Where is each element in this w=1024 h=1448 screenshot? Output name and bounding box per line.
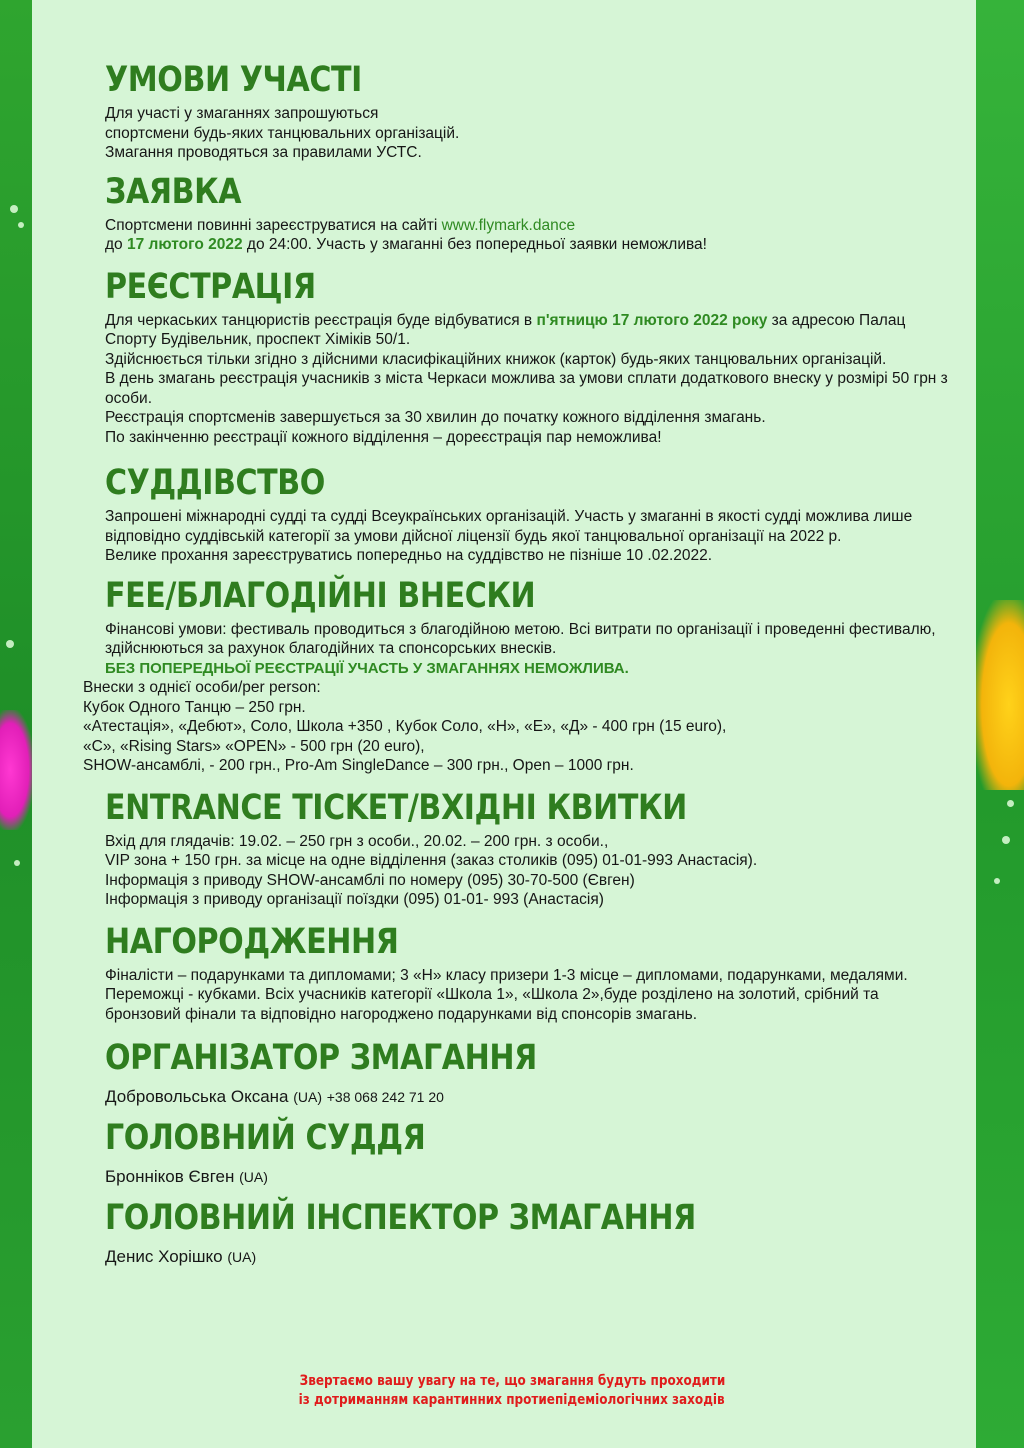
organizer-heading: ОРГАНІЗАТОР ЗМАГАННЯ (105, 1038, 537, 1078)
application-deadline: 17 лютого 2022 (126, 236, 243, 253)
chief-inspector-country: (UA) (227, 1249, 257, 1265)
bubble-decoration (1007, 800, 1014, 807)
chief-judge-name: Бронніков Євген (105, 1167, 235, 1186)
chief-judge-heading: ГОЛОВНИЙ СУДДЯ (105, 1118, 426, 1158)
chief-judge-country: (UA) (239, 1169, 268, 1185)
judging-paragraph: Запрошені міжнародні судді та судді Всеукраїнських організацій. Участь у змаганні в якості судді можлива лише відповідно суддівській категорії за умови дійсної ліцензії будь якої танцювальної організації на 2022 р. (105, 508, 913, 545)
awards-heading: НАГОРОДЖЕННЯ (105, 921, 399, 962)
registration-paragraph: Реєстрація спортсменів завершується за 30 хвилин до початку кожного відділення змагань. (105, 409, 766, 426)
registration-paragraph: В день змагань реєстрація учасників з міста Черкаси можлива за умови сплати додаткового внеску у розмірі 50 грн з особи. (105, 370, 948, 407)
fee-item: «Атестація», «Дебют», Соло, Школа +350 , Кубок Соло, «Н», «Е», «Д» - 400 грн (15 euro), (83, 718, 727, 735)
ticket-line: Вхід для глядачів: 19.02. – 250 грн з особи., 20.02. – 200 грн. з особи., (105, 832, 609, 850)
tickets-section (105, 788, 955, 910)
registration-text: за адресою Палац Спорту Будівельник, проспект Хіміків 50/1. (105, 311, 906, 348)
document-body (83, 60, 955, 1268)
registration-heading: РЕЄСТРАЦІЯ (105, 266, 316, 307)
organizer-phone: +38 068 242 71 20 (326, 1089, 444, 1105)
application-heading: ЗАЯВКА (105, 171, 242, 212)
bubble-decoration (18, 222, 24, 228)
chief-judge-contact (105, 1166, 955, 1188)
application-line-1 (105, 216, 955, 236)
organizer-name: Добровольська Оксана (105, 1087, 289, 1106)
conditions-line: Змагання проводяться за правилами УСТС. (105, 144, 422, 161)
chief-judge-section (105, 1118, 955, 1188)
judging-heading: СУДДІВСТВО (105, 463, 325, 503)
registration-text: Для черкаських танцюристів реєстрація буде відбуватися в (105, 311, 537, 329)
yellow-paint-splash (974, 600, 1024, 790)
fees-warning: БЕЗ ПОПЕРЕДНЬОЇ РЕЄСТРАЦІЇ УЧАСТЬ У ЗМАГАННЯХ НЕМОЖЛИВА. (105, 659, 629, 677)
bubble-decoration (994, 878, 1000, 884)
chief-inspector-name: Денис Хорішко (105, 1247, 223, 1266)
registration-paragraph: По закінченню реєстрації кожного відділення – дореєстрація пар неможлива! (105, 428, 662, 446)
ticket-line: VIP зона + 150 грн. за місце на одне відділення (заказ столиків (095) 01-01-993 Анастасія). (105, 852, 758, 869)
judging-section (105, 463, 955, 566)
fee-item: «С», «Rising Stars» «OPEN» - 500 грн (20 euro), (83, 737, 425, 755)
fees-section (83, 575, 955, 776)
bubble-decoration (14, 860, 20, 866)
organizer-section (105, 1038, 955, 1108)
fees-heading: FEE/БЛАГОДІЙНІ ВНЕСКИ (105, 575, 536, 616)
quarantine-notice (0, 1372, 1024, 1410)
application-line-2 (105, 235, 955, 255)
bubble-decoration (6, 640, 14, 648)
tickets-heading: ENTRANCE TICKET/ВХІДНІ КВИТКИ (105, 787, 687, 828)
bubble-decoration (1002, 836, 1010, 844)
notice-line-2: із дотриманням карантинних протиепідеміологічних заходів (299, 1392, 725, 1408)
fees-list (83, 678, 955, 776)
conditions-heading: УМОВИ УЧАСТІ (105, 60, 362, 100)
chief-inspector-heading: ГОЛОВНИЙ ІНСПЕКТОР ЗМАГАННЯ (105, 1198, 696, 1238)
website-link[interactable]: www.flymark.dance (441, 216, 576, 234)
application-text: до 24:00. Участь у змаганні без попередньої заявки неможлива! (242, 236, 707, 253)
ticket-line: Інформація з приводу SHOW-ансамблі по номеру (095) 30-70-500 (Євген) (105, 871, 635, 889)
awards-paragraph: Фіналісти – подарунками та дипломами; 3 «Н» класу призери 1-3 місце – дипломами, подарунками, медалями. Переможці - кубками. Всіх учасників категорії «Школа 1», «Школа 2»,буде розділено на золотий, срібний та бронзовий фінали та відповідно нагороджено подарунками від спонсорів змагань. (105, 966, 908, 1023)
fee-item: Кубок Одного Танцю – 250 грн. (83, 698, 306, 716)
registration-paragraph: Здійснюється тільки згідно з дійсними класифікаційних книжок (карток) будь-яких танцювальних організацій. (105, 350, 887, 368)
registration-date: п'ятницю 17 лютого 2022 року (536, 311, 768, 329)
bubble-decoration (10, 205, 18, 213)
notice-line-1: Звертаємо вашу увагу на те, що змагання будуть проходити (299, 1373, 725, 1389)
conditions-line: Для участі у змаганнях запрошуються (105, 105, 379, 122)
judging-paragraph: Велике прохання зареєструватись попередньо на суддівство не пізніше 10 .02.2022. (105, 547, 713, 564)
application-text: Спортсмени повинні зареєструватися на сайті (105, 216, 442, 234)
application-text: до (105, 236, 127, 253)
awards-section (105, 922, 955, 1025)
registration-section (105, 267, 955, 448)
ticket-line: Інформація з приводу організації поїздки (095) 01-01- 993 (Анастасія) (105, 891, 604, 908)
pink-paint-splash (0, 710, 34, 830)
conditions-line: спортсмени будь-яких танцювальних організацій. (105, 124, 460, 142)
conditions-section (105, 60, 955, 163)
fees-paragraph: Фінансові умови: фестиваль проводиться з благодійною метою. Всі витрати по організації і проведенні фестивалю, здійснюються за рахунок благодійних та спонсорських внесків. (105, 620, 936, 657)
chief-inspector-contact (105, 1246, 955, 1268)
fee-item: Внески з однієї особи/per person: (83, 679, 321, 696)
organizer-contact (105, 1086, 955, 1108)
registration-paragraph (105, 311, 955, 350)
application-section (105, 172, 955, 255)
fee-item: SHOW-ансамблі, - 200 грн., Pro-Am SingleDance – 300 грн., Open – 1000 грн. (83, 757, 634, 774)
chief-inspector-section (105, 1198, 955, 1268)
organizer-country: (UA) (293, 1089, 323, 1105)
